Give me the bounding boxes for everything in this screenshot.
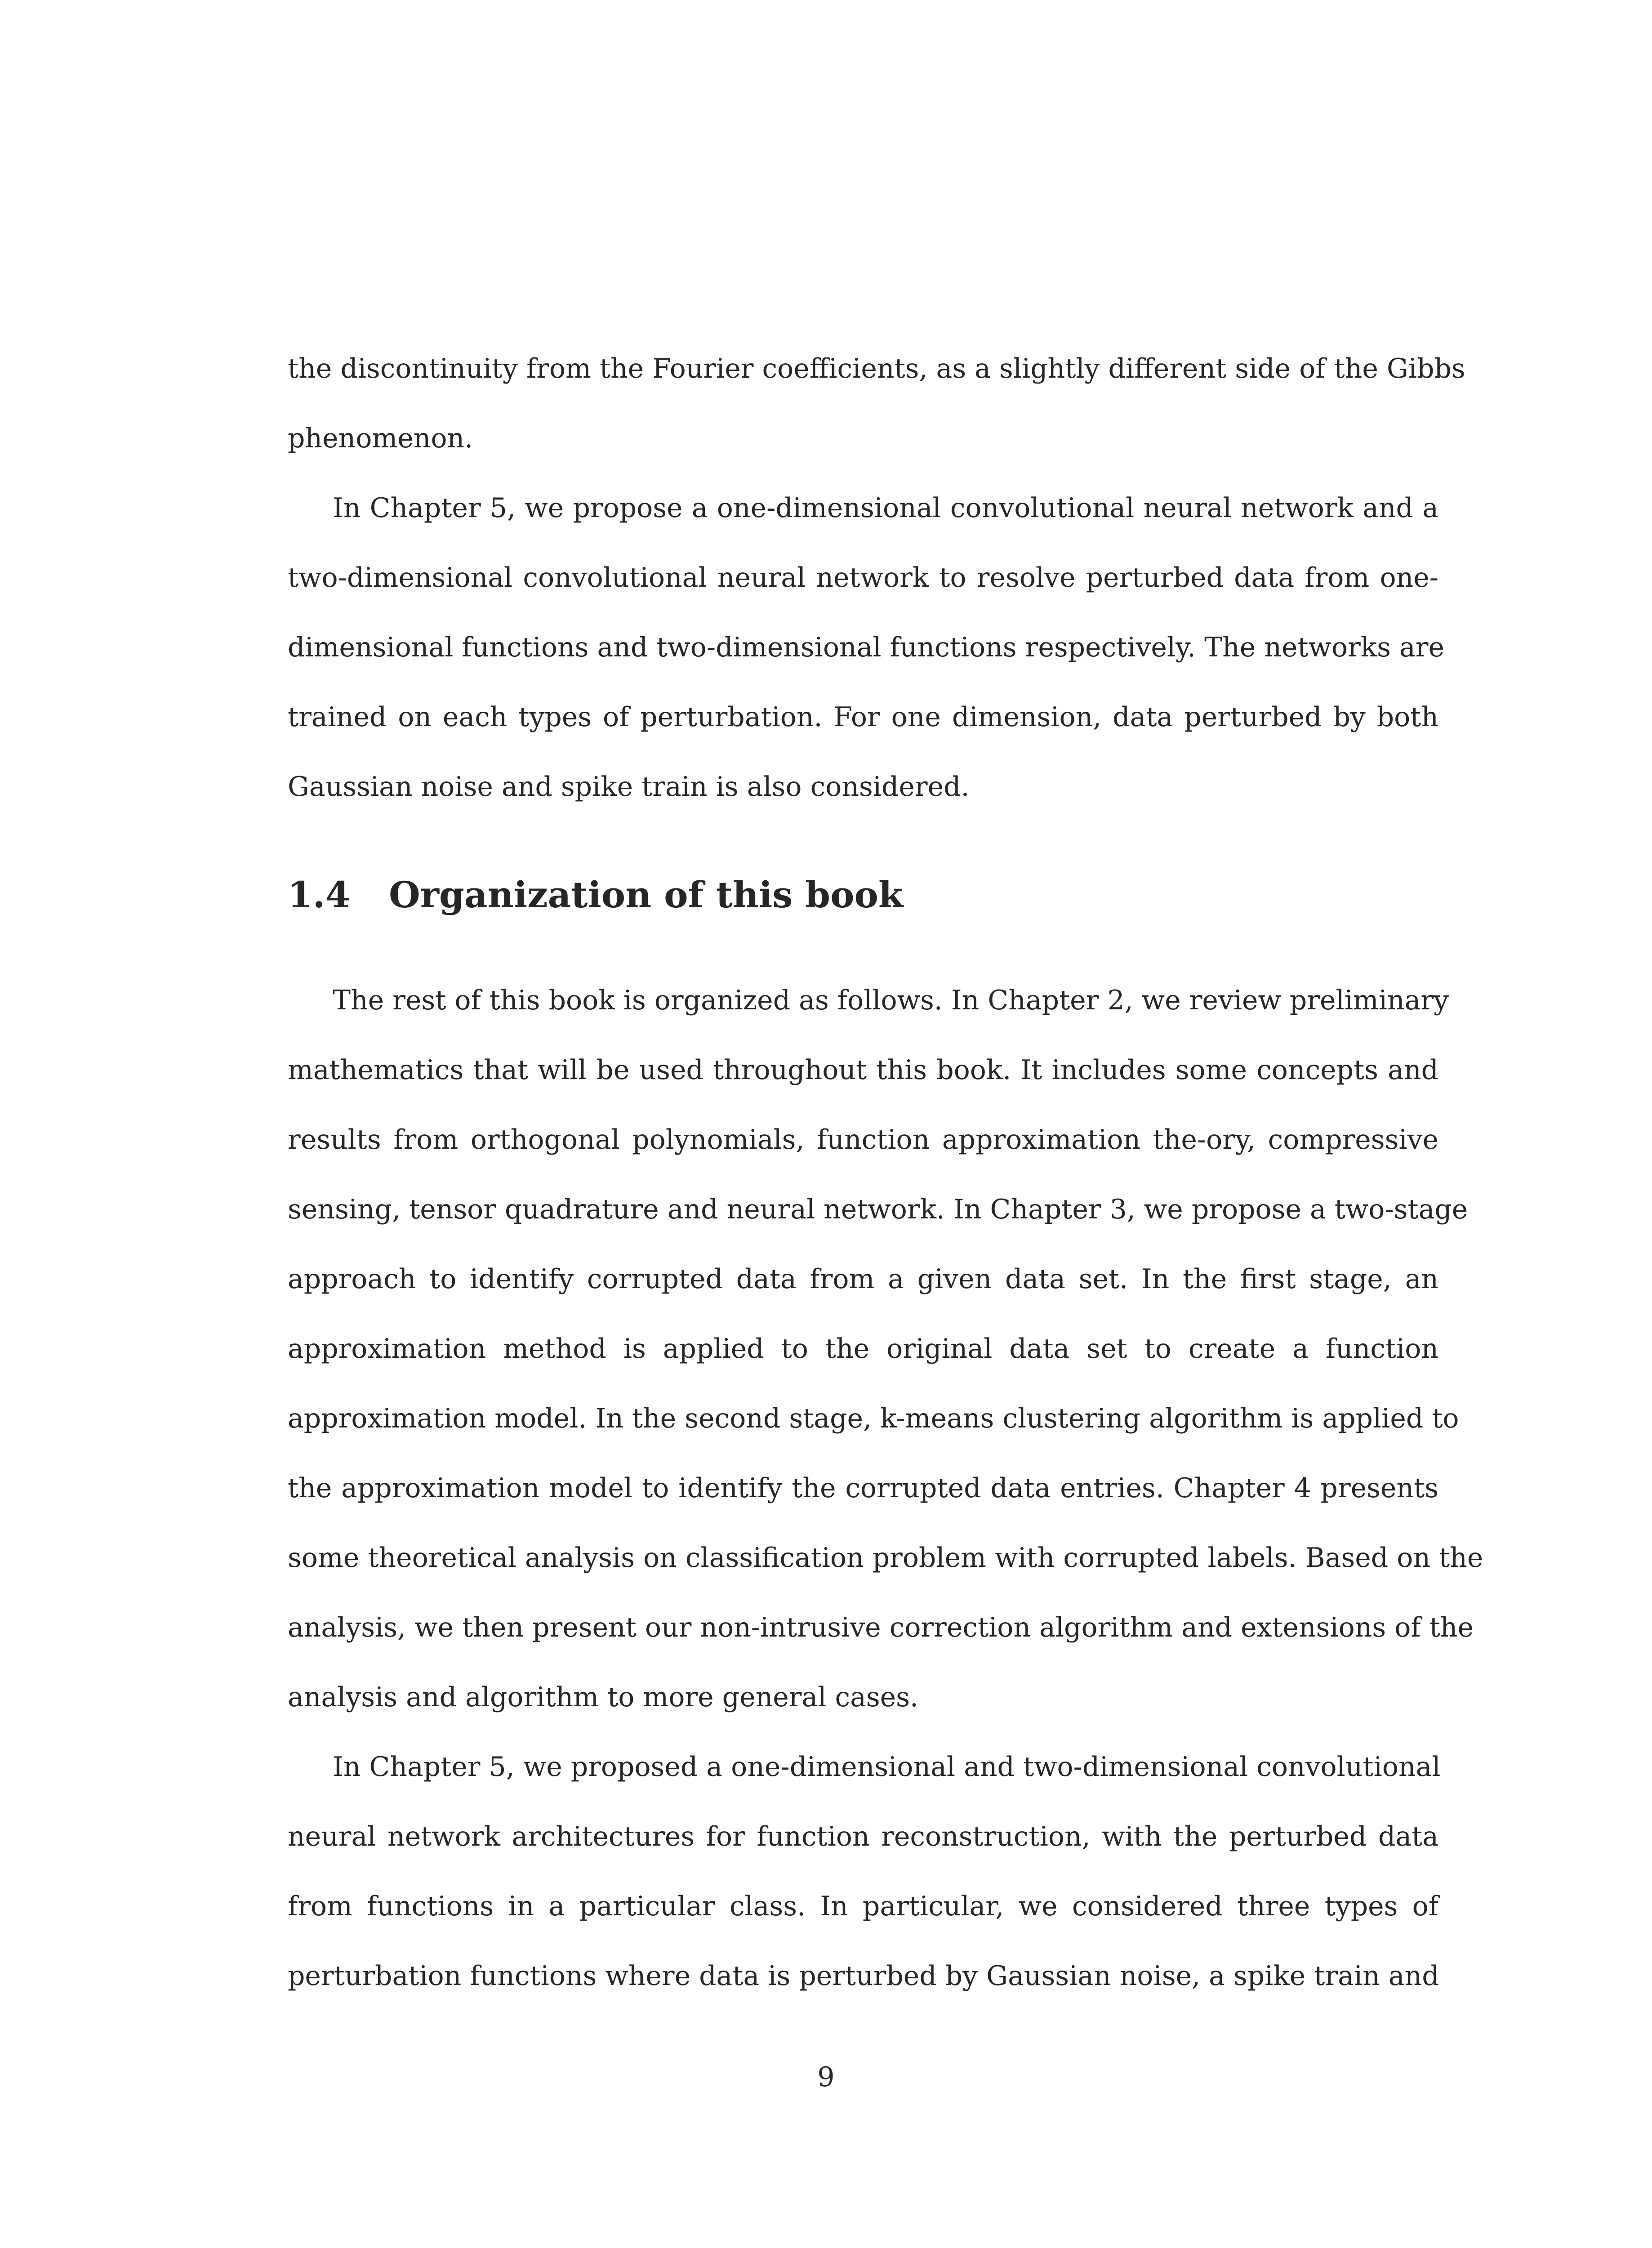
text-line: from functions in a particular class. In particular, we considered three types of: [288, 1891, 1438, 1922]
text-line: Gaussian noise and spike train is also considered.: [288, 771, 970, 803]
section-number: 1.4: [288, 874, 351, 916]
text-line: analysis, we then present our non-intrusive correction algorithm and extensions of the: [288, 1612, 1474, 1643]
text-line: mathematics that will be used throughout this book. It includes some concepts and: [288, 1054, 1438, 1086]
text-line: In Chapter 5, we proposed a one-dimensional and two-dimensional convolutional: [333, 1751, 1441, 1783]
text-line: In Chapter 5, we propose a one-dimensional convolutional neural network and a: [333, 492, 1438, 524]
text-line: the approximation model to identify the corrupted data entries. Chapter 4 presents: [288, 1472, 1438, 1504]
page-number: 9: [817, 2061, 835, 2093]
text-line: neural network architectures for function reconstruction, with the perturbed data: [288, 1821, 1438, 1852]
text-line: the discontinuity from the Fourier coefficients, as a slightly different side of the Gibbs: [288, 353, 1465, 384]
text-line: trained on each types of perturbation. For one dimension, data perturbed by both: [288, 701, 1438, 733]
text-line: The rest of this book is organized as follows. In Chapter 2, we review preliminary: [333, 985, 1449, 1016]
text-line: phenomenon.: [288, 423, 473, 454]
section-heading: [288, 872, 903, 917]
text-line: dimensional functions and two-dimensional functions respectively. The networks are: [288, 632, 1444, 663]
text-line: two-dimensional convolutional neural network to resolve perturbed data from one-: [288, 562, 1438, 593]
section-title: Organization of this book: [389, 874, 904, 916]
text-line: approximation model. In the second stage, k-means clustering algorithm is applied to: [288, 1403, 1459, 1434]
text-line: sensing, tensor quadrature and neural network. In Chapter 3, we propose a two-stage: [288, 1194, 1468, 1225]
text-line: approach to identify corrupted data from a given data set. In the first stage, an: [288, 1263, 1438, 1295]
text-line: results from orthogonal polynomials, function approximation the-ory, compressive: [288, 1124, 1438, 1155]
text-line: some theoretical analysis on classification problem with corrupted labels. Based on the: [288, 1542, 1483, 1574]
text-line: approximation method is applied to the original data set to create a function: [288, 1333, 1438, 1365]
text-line: analysis and algorithm to more general cases.: [288, 1682, 918, 1713]
text-line: perturbation functions where data is perturbed by Gaussian noise, a spike train and: [288, 1960, 1439, 1992]
